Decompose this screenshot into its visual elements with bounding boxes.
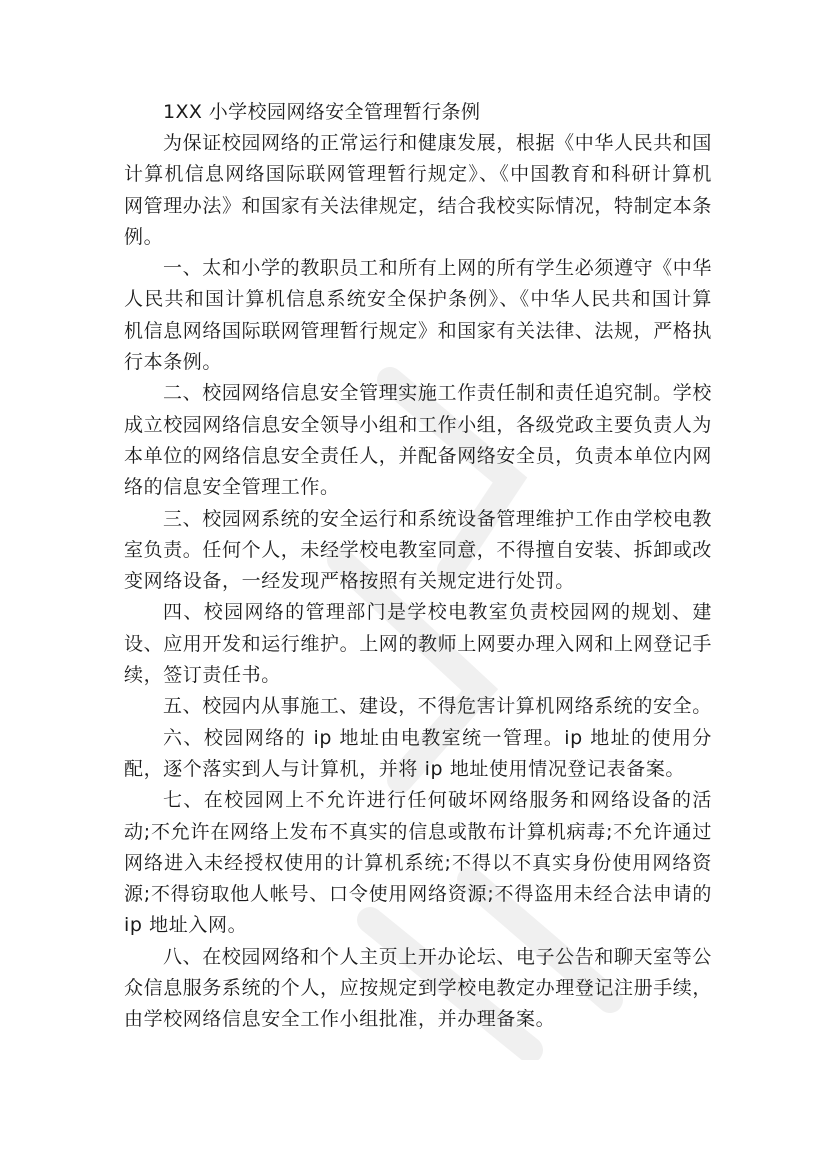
paragraph-article-6: 六、校园网络的 ip 地址由电教室统一管理。ip 地址的使用分配，逐个落实到人与计算机，并将 ip 地址使用情况登记表备案。 <box>124 726 712 780</box>
paragraph-article-2: 二、校园网络信息安全管理实施工作责任制和责任追究制。学校成立校园网络信息安全领导小组和工作小组，各级党政主要负责人为本单位的网络信息安全责任人，并配备网络安全员，负责本单位内网络的信息安全管理工作。 <box>124 382 713 499</box>
paragraph-article-7: 七、在校园网上不允许进行任何破坏网络服务和网络设备的活动;不允许在网络上发布不真实的信息或散布计算机病毒;不允许通过网络进入未经授权使用的计算机系统;不得以不真实身份使用网络资源;不得窃取他人帐号、口令使用网络资源;不得盗用未经合法申请的 ip 地址入网。 <box>124 789 712 937</box>
paragraph-article-5: 五、校园内从事施工、建设，不得危害计算机网络系统的安全。 <box>163 695 712 718</box>
paragraph-article-1: 一、太和小学的教职员工和所有上网的所有学生必须遵守《中华人民共和国计算机信息系统安全保护条例》、《中华人民共和国计算机信息网络国际联网管理暂行规定》和国家有关法律、法规，严格执行本条例。 <box>124 257 713 374</box>
paragraph-article-3: 三、校园网系统的安全运行和系统设备管理维护工作由学校电教室负责。任何个人，未经学校电教室同意，不得擅自安装、拆卸或改变网络设备，一经发现严格按照有关规定进行处罚。 <box>124 507 713 593</box>
paragraph-article-4: 四、校园网络的管理部门是学校电教室负责校园网的规划、建设、应用开发和运行维护。上网的教师上网要办理入网和上网登记手续，签订责任书。 <box>124 601 713 687</box>
paragraph-article-8: 八、在校园网络和个人主页上开办论坛、电子公告和聊天室等公众信息服务系统的个人，应按规定到学校电教定办理登记注册手续，由学校网络信息安全工作小组批准，并办理备案。 <box>124 945 713 1031</box>
paragraph-preamble: 为保证校园网络的正常运行和健康发展，根据《中华人民共和国计算机信息网络国际联网管理暂行规定》、《中国教育和科研计算机网管理办法》和国家有关法律规定，结合我校实际情况，特制定本条例。 <box>124 132 713 248</box>
document-title: 1XX 小学校园网络安全管理暂行条例 <box>163 101 481 123</box>
document-body <box>124 97 712 1036</box>
